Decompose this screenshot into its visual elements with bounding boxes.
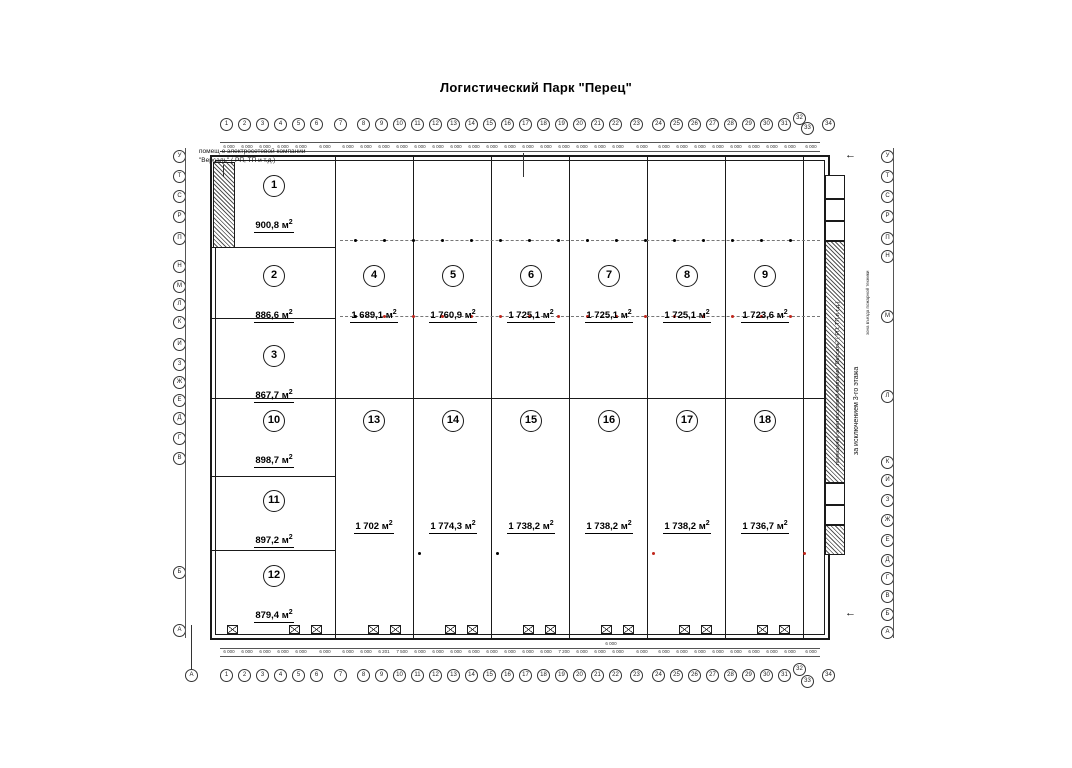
axis-bubble-top: 7 <box>334 118 347 131</box>
dimension-text: 6 000 <box>319 144 331 149</box>
dimension-text: 6 000 <box>658 144 670 149</box>
left-axis-rail <box>185 148 186 638</box>
page-title: Логистический Парк "Перец" <box>440 80 632 95</box>
dimension-text: 6 000 <box>540 144 552 149</box>
dimension-text: 7 200 <box>558 649 570 654</box>
axis-bubble-right: С <box>881 190 894 203</box>
unit-number: 10 <box>263 410 285 432</box>
axis-bubble-left: Г <box>173 432 186 445</box>
right-core-note-bold: за исключением 3-го этажа <box>853 366 860 455</box>
dimension-text: 6 000 <box>694 144 706 149</box>
dimension-text: 6 000 <box>259 144 271 149</box>
unit-area: 1 723,6 $м^2$ <box>742 309 788 322</box>
dimension-text: 6 000 <box>522 144 534 149</box>
unit-block-17[interactable] <box>652 410 722 534</box>
axis-bubble-right: Д <box>881 554 894 567</box>
dimension-text: 6 000 <box>432 144 444 149</box>
unit-block-1[interactable] <box>239 175 309 233</box>
axis-bubble-bottom: 2 <box>238 669 251 682</box>
dock-door <box>545 625 556 634</box>
dock-door <box>757 625 768 634</box>
dock-door <box>311 625 322 634</box>
dimension-text: 6 000 <box>676 649 688 654</box>
dimension-text: 6 000 <box>712 649 724 654</box>
axis-bubble-left: Е <box>173 394 186 407</box>
dock-door <box>701 625 712 634</box>
axis-bubble-left: И <box>173 338 186 351</box>
dimension-text: 6 000 <box>766 144 778 149</box>
core-room <box>825 505 845 525</box>
unit-number: 1 <box>263 175 285 197</box>
axis-bubble-top: 13 <box>447 118 460 131</box>
unit-block-16[interactable] <box>574 410 644 534</box>
axis-bubble-top: 15 <box>483 118 496 131</box>
axis-bubble-right: М <box>881 310 894 323</box>
axis-bubble-bottom: 5 <box>292 669 305 682</box>
axis-bubble-top: 10 <box>393 118 406 131</box>
axis-bubble-top: 16 <box>501 118 514 131</box>
core-room <box>825 221 845 241</box>
axis-bubble-left: С <box>173 190 186 203</box>
unit-number: 14 <box>442 410 464 432</box>
axis-bubble-bottom: 4 <box>274 669 287 682</box>
unit-area: 886,6 $м^2$ <box>255 309 293 322</box>
dimension-text: 6 000 <box>576 649 588 654</box>
unit-block-2[interactable] <box>239 265 309 323</box>
axis-bubble-bottom: 7 <box>334 669 347 682</box>
axis-bubble-bottom: 28 <box>724 669 737 682</box>
unit-block-6[interactable] <box>496 265 566 323</box>
unit-number: 17 <box>676 410 698 432</box>
unit-block-10[interactable] <box>239 410 309 468</box>
dock-door <box>390 625 401 634</box>
axis-bubble-top: 25 <box>670 118 683 131</box>
axis-bubble-bottom: 21 <box>591 669 604 682</box>
dimension-text: 6 000 <box>805 144 817 149</box>
axis-bubble-bottom: 31 <box>778 669 791 682</box>
axis-bubble-left: Д <box>173 412 186 425</box>
core-room <box>825 199 845 221</box>
unit-area: 1 689,1 $м^2$ <box>351 309 397 322</box>
axis-bubble-top: 18 <box>537 118 550 131</box>
note-leader <box>523 153 524 177</box>
unit-divider-h <box>212 476 335 477</box>
axis-bubble-top: 33 <box>801 122 814 135</box>
axis-bubble-left: Ж <box>173 376 186 389</box>
axis-bubble-bottom: 8 <box>357 669 370 682</box>
axis-bubble-top: 19 <box>555 118 568 131</box>
unit-area: 1 725,1 $м^2$ <box>586 309 632 322</box>
axis-bubble-right: Б <box>881 608 894 621</box>
unit-block-13[interactable] <box>339 410 409 534</box>
dimension-overall: 6 000 <box>605 641 617 646</box>
axis-bubble-bottom: 23 <box>630 669 643 682</box>
axis-bubble-right: П <box>881 232 894 245</box>
dimension-text: 6 000 <box>636 649 648 654</box>
dimension-text: 6 000 <box>259 649 271 654</box>
axis-bubble-top: 24 <box>652 118 665 131</box>
unit-number: 18 <box>754 410 776 432</box>
dock-door <box>445 625 456 634</box>
unit-divider-h <box>212 550 335 551</box>
axis-bubble-left: З <box>173 358 186 371</box>
unit-number: 9 <box>754 265 776 287</box>
dimension-text: 6 000 <box>241 144 253 149</box>
axis-bubble-bottom: 15 <box>483 669 496 682</box>
dimension-text: 6 000 <box>676 144 688 149</box>
unit-area: 879,4 $м^2$ <box>255 609 293 622</box>
dimension-text: 6 000 <box>468 144 480 149</box>
axis-bubble-right: К <box>881 456 894 469</box>
note-leader <box>191 625 192 670</box>
dimension-text: 6 000 <box>694 649 706 654</box>
axis-bubble-right: Н <box>881 250 894 263</box>
axis-bubble-top: 23 <box>630 118 643 131</box>
axis-bubble-top: 26 <box>688 118 701 131</box>
axis-bubble-bottom: 10 <box>393 669 406 682</box>
dimension-text: 6 000 <box>576 144 588 149</box>
dimension-text: 6 000 <box>342 649 354 654</box>
dimension-text: 6 000 <box>504 649 516 654</box>
axis-bubble-top: 20 <box>573 118 586 131</box>
axis-bubble-bottom: 18 <box>537 669 550 682</box>
unit-number: 11 <box>263 490 285 512</box>
axis-bubble-right: Г <box>881 572 894 585</box>
axis-bubble-top: 32 <box>793 112 806 125</box>
axis-bubble-left: А <box>173 624 186 637</box>
axis-bubble-top: 30 <box>760 118 773 131</box>
dimension-text: 6 000 <box>277 144 289 149</box>
axis-bubble-right: Р <box>881 210 894 223</box>
dimension-text: 6 000 <box>342 144 354 149</box>
dock-door <box>623 625 634 634</box>
axis-bubble-top: 4 <box>274 118 287 131</box>
axis-bubble-right: Т <box>881 170 894 183</box>
axis-bubble-top: 3 <box>256 118 269 131</box>
axis-bubble-right: А <box>881 626 894 639</box>
dimension-text: 6 000 <box>223 649 235 654</box>
unit-area: 900,8 $м^2$ <box>255 219 293 232</box>
axis-bubble-bottom: 29 <box>742 669 755 682</box>
axis-bubble-bottom: 6 <box>310 669 323 682</box>
axis-bubble-left: Л <box>173 298 186 311</box>
dock-door <box>523 625 534 634</box>
dimension-text: 6 000 <box>396 144 408 149</box>
unit-number: 16 <box>598 410 620 432</box>
unit-block-5[interactable] <box>418 265 488 323</box>
dimension-text: 6 000 <box>223 144 235 149</box>
dimension-text: 6 000 <box>594 649 606 654</box>
unit-number: 4 <box>363 265 385 287</box>
dimension-text: 6 000 <box>486 649 498 654</box>
dimension-text: 6 000 <box>784 649 796 654</box>
axis-bubble-right: У <box>881 150 894 163</box>
dimension-text: 7 500 <box>396 649 408 654</box>
bottom-axis-rail-2 <box>220 656 820 657</box>
dimension-text: 6 000 <box>432 649 444 654</box>
core-hatched-shaft <box>825 525 845 555</box>
unit-block-4[interactable] <box>339 265 409 323</box>
axis-bubble-bottom: 19 <box>555 669 568 682</box>
axis-bubble-left: П <box>173 232 186 245</box>
axis-bubble-top: 8 <box>357 118 370 131</box>
dimension-text: 6 000 <box>730 649 742 654</box>
axis-bubble-bottom: 22 <box>609 669 622 682</box>
axis-bubble-left-bottom: А <box>185 669 198 682</box>
unit-area: 1 738,2 $м^2$ <box>508 520 554 533</box>
dimension-text: 6 000 <box>540 649 552 654</box>
dock-door <box>368 625 379 634</box>
dimension-text: 6 000 <box>450 649 462 654</box>
dimension-text: 6 000 <box>241 649 253 654</box>
top-axis-rail-2 <box>220 151 820 152</box>
axis-bubble-left: Н <box>173 260 186 273</box>
unit-number: 7 <box>598 265 620 287</box>
axis-bubble-bottom: 25 <box>670 669 683 682</box>
unit-block-3[interactable] <box>239 345 309 403</box>
axis-bubble-left: К <box>173 316 186 329</box>
axis-bubble-left: У <box>173 150 186 163</box>
dimension-text: 6 000 <box>805 649 817 654</box>
unit-number: 2 <box>263 265 285 287</box>
unit-number: 3 <box>263 345 285 367</box>
axis-bubble-bottom: 24 <box>652 669 665 682</box>
dimension-text: 6 000 <box>712 144 724 149</box>
core-room <box>825 175 845 199</box>
axis-bubble-left: М <box>173 280 186 293</box>
axis-bubble-bottom: 17 <box>519 669 532 682</box>
unit-area: 1 725,1 $м^2$ <box>664 309 710 322</box>
axis-bubble-top: 14 <box>465 118 478 131</box>
axis-bubble-right: Ж <box>881 514 894 527</box>
dimension-text: 6 000 <box>612 144 624 149</box>
dimension-text: 6 000 <box>594 144 606 149</box>
unit-block-9[interactable] <box>730 265 800 323</box>
axis-bubble-bottom: 26 <box>688 669 701 682</box>
unit-area: 1 760,9 $м^2$ <box>430 309 476 322</box>
axis-bubble-top: 12 <box>429 118 442 131</box>
unit-block-12[interactable] <box>239 565 309 623</box>
dimension-text: 6 201 <box>378 649 390 654</box>
dimension-text: 6 000 <box>319 649 331 654</box>
axis-bubble-top: 27 <box>706 118 719 131</box>
axis-bubble-top: 29 <box>742 118 755 131</box>
top-axis-rail <box>220 142 820 143</box>
unit-block-7[interactable] <box>574 265 644 323</box>
unit-area: 897,2 $м^2$ <box>255 534 293 547</box>
unit-area: 1 736,7 $м^2$ <box>742 520 788 533</box>
axis-bubble-top: 34 <box>822 118 835 131</box>
axis-bubble-bottom: 11 <box>411 669 424 682</box>
right-axis-rail <box>893 148 894 638</box>
dimension-text: 6 000 <box>295 144 307 149</box>
axis-bubble-top: 5 <box>292 118 305 131</box>
plan-drawing <box>176 115 891 684</box>
axis-bubble-left: В <box>173 452 186 465</box>
electrical-room-hatch <box>213 162 235 248</box>
axis-bubble-top: 21 <box>591 118 604 131</box>
axis-bubble-bottom: 9 <box>375 669 388 682</box>
axis-bubble-top: 22 <box>609 118 622 131</box>
right-side-note: зона въезда пожарной техники <box>865 270 870 335</box>
axis-bubble-bottom: 12 <box>429 669 442 682</box>
dock-door <box>679 625 690 634</box>
unit-number: 12 <box>263 565 285 587</box>
unit-number: 15 <box>520 410 542 432</box>
dimension-text: 6 000 <box>612 649 624 654</box>
dimension-text: 6 000 <box>468 649 480 654</box>
unit-number: 8 <box>676 265 698 287</box>
core-room <box>825 483 845 505</box>
unit-block-11[interactable] <box>239 490 309 548</box>
dimension-text: 6 000 <box>360 649 372 654</box>
axis-bubble-bottom: 20 <box>573 669 586 682</box>
dimension-text: 6 000 <box>414 649 426 654</box>
unit-area: 1 725,1 $м^2$ <box>508 309 554 322</box>
dimension-text: 6 000 <box>295 649 307 654</box>
axis-bubble-top: 2 <box>238 118 251 131</box>
axis-bubble-bottom: 16 <box>501 669 514 682</box>
axis-bubble-top: 11 <box>411 118 424 131</box>
dock-door <box>779 625 790 634</box>
unit-area: 1 702 $м^2$ <box>355 520 393 533</box>
dock-door <box>227 625 238 634</box>
axis-bubble-top: 1 <box>220 118 233 131</box>
unit-block-18[interactable] <box>730 410 800 534</box>
axis-bubble-bottom: 1 <box>220 669 233 682</box>
dimension-text: 6 000 <box>414 144 426 149</box>
note-leader <box>223 165 224 177</box>
axis-bubble-right: Л <box>881 390 894 403</box>
axis-bubble-bottom: 30 <box>760 669 773 682</box>
dimension-text: 6 000 <box>378 144 390 149</box>
dimension-text: 6 000 <box>277 649 289 654</box>
axis-bubble-top: 9 <box>375 118 388 131</box>
unit-area: 1 738,2 $м^2$ <box>586 520 632 533</box>
axis-bubble-bottom: 14 <box>465 669 478 682</box>
dimension-text: 6 000 <box>658 649 670 654</box>
axis-bubble-right: В <box>881 590 894 603</box>
axis-bubble-top: 28 <box>724 118 737 131</box>
unit-area: 1 774,3 $м^2$ <box>430 520 476 533</box>
axis-bubble-left: Р <box>173 210 186 223</box>
axis-bubble-right: З <box>881 494 894 507</box>
unit-area: 898,7 $м^2$ <box>255 454 293 467</box>
dimension-text: 6 000 <box>558 144 570 149</box>
axis-bubble-bottom: 32 <box>793 663 806 676</box>
dimension-text: 6 000 <box>450 144 462 149</box>
unit-number: 5 <box>442 265 464 287</box>
unit-area: 1 738,2 $м^2$ <box>664 520 710 533</box>
axis-bubble-bottom: 34 <box>822 669 835 682</box>
axis-bubble-bottom: 33 <box>801 675 814 688</box>
axis-bubble-top: 6 <box>310 118 323 131</box>
unit-area: 867,7 $м^2$ <box>255 389 293 402</box>
unit-block-8[interactable] <box>652 265 722 323</box>
dock-door <box>467 625 478 634</box>
axis-bubble-left: Т <box>173 170 186 183</box>
unit-number: 13 <box>363 410 385 432</box>
unit-number: 6 <box>520 265 542 287</box>
dock-door <box>601 625 612 634</box>
unit-block-15[interactable] <box>496 410 566 534</box>
entrance-arrow-top: ← <box>845 149 856 161</box>
dimension-text: 6 000 <box>748 144 760 149</box>
dimension-text: 6 000 <box>360 144 372 149</box>
dimension-text: 6 000 <box>748 649 760 654</box>
axis-bubble-top: 17 <box>519 118 532 131</box>
axis-bubble-bottom: 13 <box>447 669 460 682</box>
dimension-text: 6 000 <box>784 144 796 149</box>
axis-bubble-right: Е <box>881 534 894 547</box>
dimension-text: 6 000 <box>486 144 498 149</box>
entrance-arrow-bottom: ← <box>845 607 856 619</box>
unit-block-14[interactable] <box>418 410 488 534</box>
electrical-room-note-line2: "Версаль" ( РП, ТП и т.д.) <box>199 157 276 164</box>
dimension-text: 6 000 <box>504 144 516 149</box>
dimension-text: 6 000 <box>636 144 648 149</box>
axis-bubble-bottom: 27 <box>706 669 719 682</box>
axis-bubble-right: И <box>881 474 894 487</box>
dock-door <box>289 625 300 634</box>
axis-bubble-bottom: 3 <box>256 669 269 682</box>
dimension-text: 6 000 <box>766 649 778 654</box>
dimension-text: 6 000 <box>522 649 534 654</box>
dimension-text: 6 000 <box>730 144 742 149</box>
axis-bubble-left: Б <box>173 566 186 579</box>
right-core-note: помещение электросетевой компании "Версаль" ( РП, ТП и т.д.) <box>835 301 841 465</box>
electrical-room-note-line1: помещ-е электросетевой компании <box>199 148 306 155</box>
axis-bubble-top: 31 <box>778 118 791 131</box>
